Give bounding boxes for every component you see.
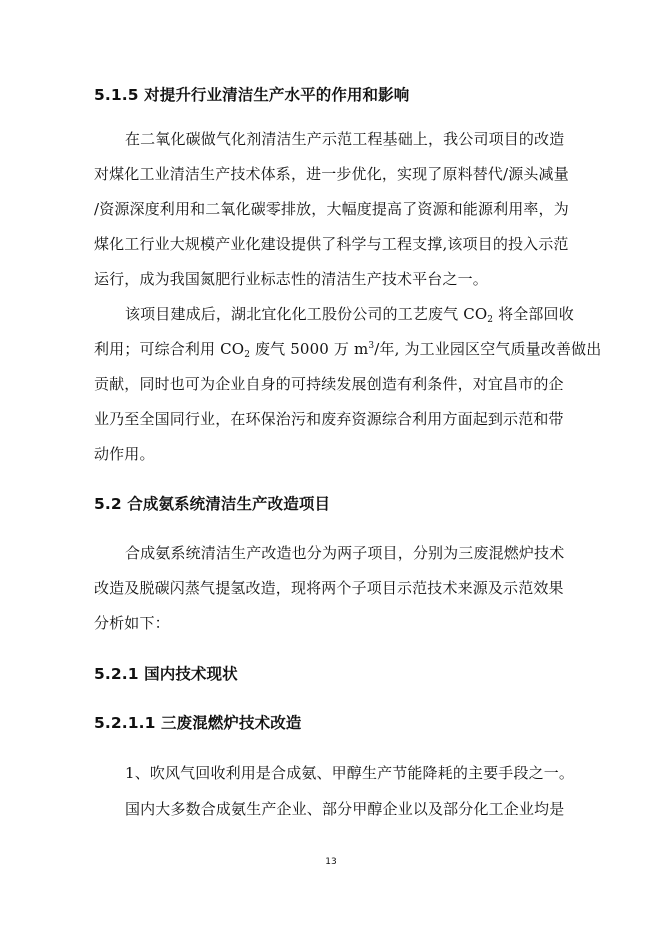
page-number: 13 (325, 857, 337, 867)
paragraph-line: 贡献，同时也可为企业自身的可持续发展创造有利条件，对宜昌市的企 (94, 375, 564, 393)
section-5-2-1-heading: 5.2.1 国内技术现状 (94, 665, 238, 683)
subscript: 2 (487, 315, 494, 325)
paragraph-line (94, 339, 601, 359)
text-run: /年, 为工业园区空气质量改善做出 (374, 340, 602, 358)
text-run: 将全部回收 (493, 305, 574, 323)
paragraph-line: 对煤化工业清洁生产技术体系，进一步优化，实现了原料替代/源头减量 (94, 165, 569, 183)
text-run: 该项目建成后，湖北宜化化工股份公司的工艺废气 CO (125, 305, 488, 323)
paragraph-line: 业乃至全国同行业，在环保治污和废弃资源综合利用方面起到示范和带 (94, 410, 564, 428)
paragraph-line: 改造及脱碳闪蒸气提氢改造，现将两个子项目示范技术来源及示范效果 (94, 579, 564, 597)
section-5-2-1-1-heading: 5.2.1.1 三废混燃炉技术改造 (94, 714, 302, 732)
paragraph-line: 分析如下： (94, 614, 170, 632)
paragraph-line: 在二氧化碳做气化剂清洁生产示范工程基础上，我公司项目的改造 (125, 130, 565, 148)
paragraph-line (125, 304, 574, 324)
text-run: 利用；可综合利用 CO (94, 340, 245, 358)
superscript: 3 (368, 341, 375, 351)
section-5-2-heading: 5.2 合成氨系统清洁生产改造项目 (94, 495, 331, 513)
text-run: 废气 5000 万 m (250, 340, 369, 358)
paragraph-line: 运行，成为我国氮肥行业标志性的清洁生产技术平台之一。 (94, 270, 488, 288)
paragraph-line: 煤化工行业大规模产业化建设提供了科学与工程支撑,该项目的投入示范 (94, 235, 569, 253)
paragraph-line: 合成氨系统清洁生产改造也分为两子项目，分别为三废混燃炉技术 (125, 544, 565, 562)
paragraph-line: 国内大多数合成氨生产企业、部分甲醇企业以及部分化工企业均是 (125, 800, 565, 818)
paragraph-line: 1、吹风气回收利用是合成氨、甲醇生产节能降耗的主要手段之一。 (125, 764, 575, 782)
paragraph-line: /资源深度利用和二氧化碳零排放，大幅度提高了资源和能源利用率，为 (94, 200, 569, 218)
paragraph-line: 动作用。 (94, 445, 155, 463)
subscript: 2 (244, 350, 251, 360)
section-5-1-5-heading: 5.1.5 对提升行业清洁生产水平的作用和影响 (94, 86, 410, 104)
